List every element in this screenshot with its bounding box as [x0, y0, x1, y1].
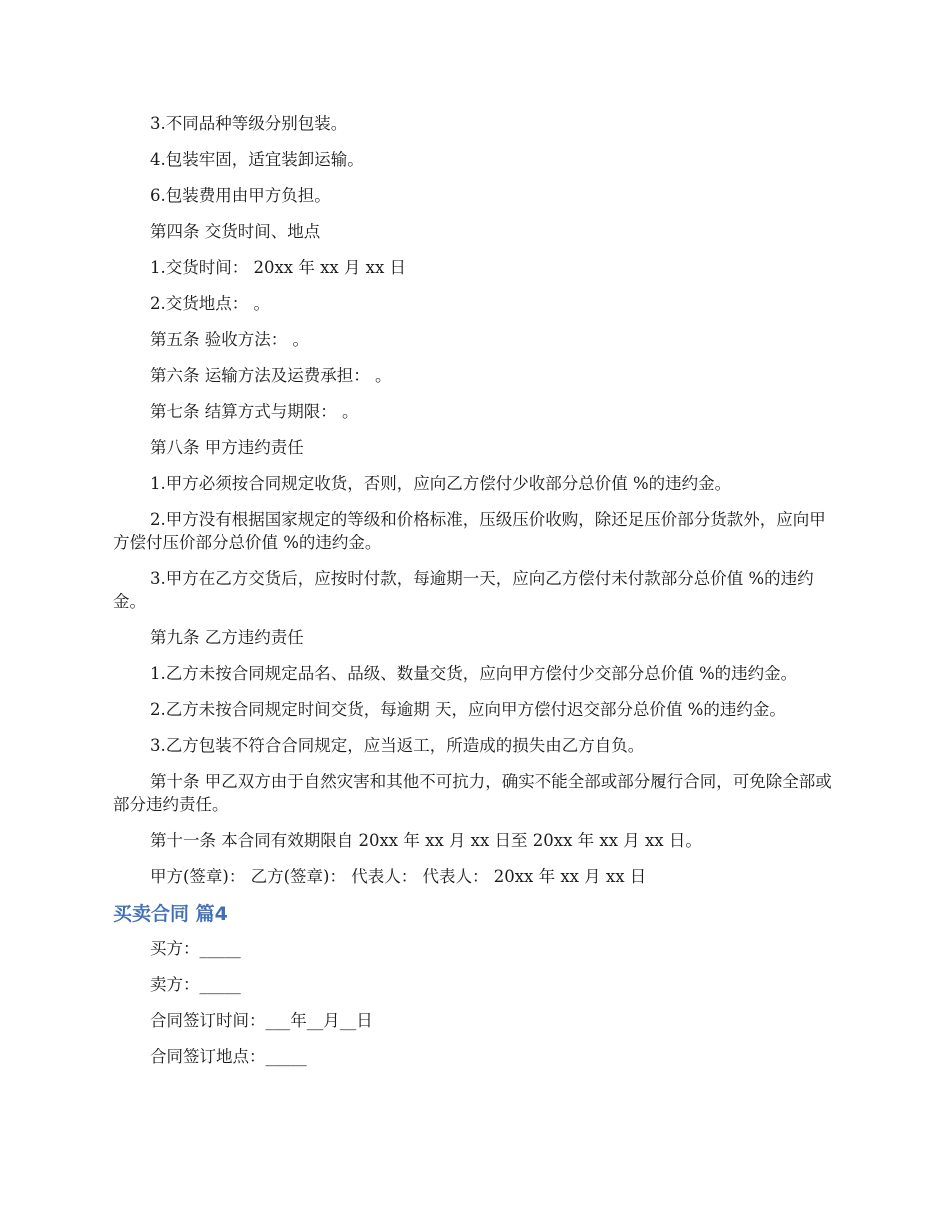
paragraph: 1.交货时间： 20xx 年 xx 月 xx 日 [150, 258, 407, 277]
signing-time-line: 合同签订时间：___年__月__日 [150, 1011, 373, 1030]
paragraph: 4.包装牢固，适宜装卸运输。 [150, 150, 364, 169]
paragraph: 第十条 甲乙双方由于自然灾害和其他不可抗力，确实不能全部或部分履行合同，可免除全部或部分违约责任。 [113, 772, 832, 814]
paragraph: 3.不同品种等级分别包装。 [150, 114, 348, 133]
article-title: 第六条 运输方法及运费承担： 。 [150, 366, 392, 385]
section-heading: 买卖合同 篇4 [113, 903, 228, 925]
seller-line: 卖方：_____ [150, 975, 241, 994]
paragraph: 2.乙方未按合同规定时间交货，每逾期 天，应向甲方偿付迟交部分总价值 %的违约金。 [150, 700, 786, 719]
article-title: 第五条 验收方法： 。 [150, 330, 309, 349]
paragraph: 3.乙方包装不符合合同规定，应当返工，所造成的损失由乙方自负。 [150, 736, 645, 755]
paragraph: 1.甲方必须按合同规定收货，否则，应向乙方偿付少收部分总价值 %的违约金。 [150, 474, 732, 493]
paragraph: 3.甲方在乙方交货后，应按时付款，每逾期一天，应向乙方偿付未付款部分总价值 %的违约金。 [113, 569, 814, 611]
paragraph: 第十一条 本合同有效期限自 20xx 年 xx 月 xx 日至 20xx 年 xx 月 xx 日。 [150, 831, 702, 850]
paragraph: 2.交货地点： 。 [150, 294, 270, 313]
buyer-line: 买方：_____ [150, 939, 241, 958]
article-title: 第九条 乙方违约责任 [150, 628, 304, 647]
article-title: 第四条 交货时间、地点 [150, 222, 321, 241]
document-body [113, 112, 838, 1081]
article-title: 第七条 结算方式与期限： 。 [150, 402, 359, 421]
signing-place-line: 合同签订地点：_____ [150, 1047, 307, 1066]
article-title: 第八条 甲方违约责任 [150, 438, 304, 457]
signature-line: 甲方(签章)： 乙方(签章)： 代表人： 代表人： 20xx 年 xx 月 xx 日 [150, 867, 647, 886]
paragraph: 2.甲方没有根据国家规定的等级和价格标准，压级压价收购，除还足压价部分货款外，应向甲方偿付压价部分总价值 %的违约金。 [113, 510, 826, 552]
paragraph: 1.乙方未按合同规定品名、品级、数量交货，应向甲方偿付少交部分总价值 %的违约金。 [150, 664, 798, 683]
paragraph: 6.包装费用由甲方负担。 [150, 186, 331, 205]
